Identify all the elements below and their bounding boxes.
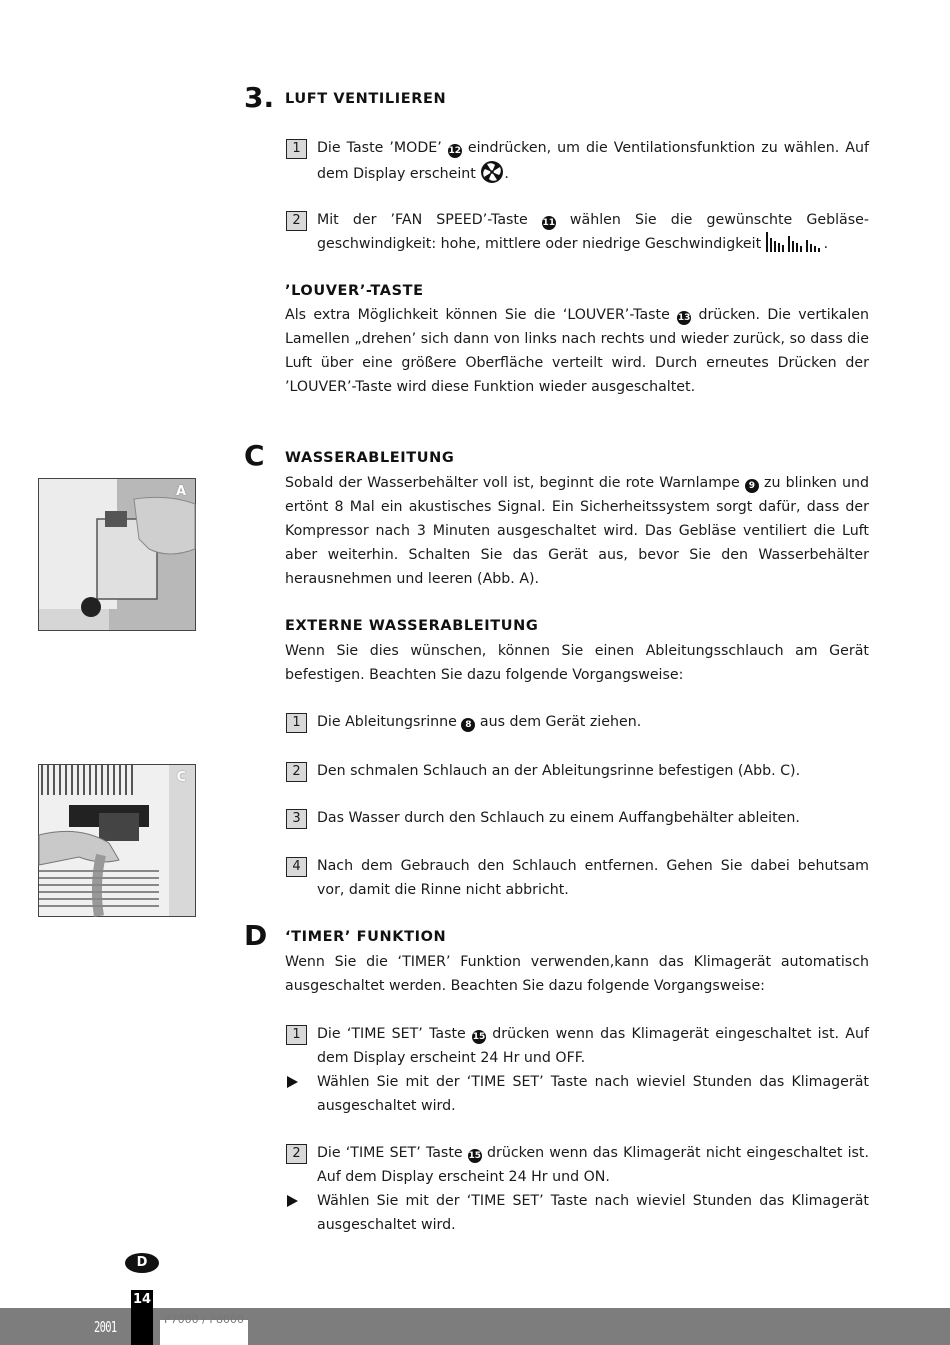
step-text: Das Wasser durch den Schlauch zu einem Auffangbehälter ableiten. <box>317 810 800 826</box>
drain-channel-ref-icon: 8 <box>461 718 475 732</box>
fan-icon <box>480 160 504 184</box>
step-number-box: 2 <box>286 762 307 782</box>
step-text: Mit der ’FAN SPEED’-Taste 11 wählen Sie die gewünschte Gebläse-geschwindigkeit: hohe, mittlere oder niedrige Geschwindigkeit . <box>317 212 869 252</box>
externe-wasserableitung-paragraph: Wenn Sie dies wünschen, können Sie einen Ableitungsschlauch am Gerät befestigen. Beachten Sie dazu folgende Vorgangsweise: <box>285 643 869 683</box>
step-number-box: 1 <box>286 139 307 159</box>
fan-speed-bars-icon <box>766 232 824 252</box>
bullet-text: Wählen Sie mit der ‘TIME SET’ Taste nach wieviel Stunden das Klimagerät ausgeschaltet wird. <box>317 1074 869 1114</box>
wasserableitung-paragraph: Sobald der Wasserbehälter voll ist, beginnt die rote Warnlampe 9 zu blinken und ertönt 8 Mal ein akustisches Signal. Ein Sicherheitssystem sorgt dafür, dass der Kompressor nach 3 Minuten ausgeschaltet wird. Das Gebläse ventiliert die Luft aber weiterhin. Schalten Sie das Gerät aus, bevor Sie den Wasserbehälter herausnehmen und leeren (Abb. A). <box>285 475 869 587</box>
figure-a-photo <box>38 478 196 631</box>
model-label: P7000 / P8000 <box>164 1313 244 1326</box>
fan-speed-button-ref-icon: 11 <box>542 218 556 228</box>
bullet-d-1 <box>287 1070 869 1118</box>
step-3-1 <box>286 136 869 186</box>
figure-c-photo <box>38 764 196 917</box>
drain-hose-illustration <box>39 765 195 916</box>
step-c-4 <box>286 854 869 902</box>
louver-paragraph: Als extra Möglichkeit können Sie die ‘LOUVER’-Taste 13 drücken. Die vertikalen Lamellen „drehen’ sich dann von links nach rechts und wieder zurück, so dass die Luft über eine größere Oberfläche verteilt wird. Durch erneutes Drücken der ’LOUVER’-Taste wird diese Funktion wieder ausgeschaltet. <box>285 307 870 395</box>
step-3-2 <box>286 208 869 256</box>
language-badge: D <box>125 1253 159 1273</box>
step-number-box: 4 <box>286 857 307 877</box>
section-heading-wasserableitung: WASSERABLEITUNG <box>285 450 455 466</box>
step-c-2 <box>286 759 869 783</box>
page-number: 14 <box>132 1292 152 1307</box>
louver-button-ref-icon: 13 <box>677 313 691 323</box>
bullet-arrow-icon <box>287 1195 298 1207</box>
mode-button-ref-icon: 12 <box>448 146 462 156</box>
section-heading-timer: ‘TIMER’ FUNKTION <box>285 929 447 945</box>
step-d-1 <box>286 1022 869 1070</box>
section-number-3: 3. <box>244 81 275 114</box>
step-number-box: 1 <box>286 1025 307 1045</box>
time-set-button-ref-icon: 15 <box>468 1151 482 1161</box>
warning-lamp-ref-icon: 9 <box>745 479 759 493</box>
step-number-box: 3 <box>286 809 307 829</box>
step-c-1 <box>286 710 869 734</box>
step-c-3 <box>286 806 869 830</box>
bullet-text: Wählen Sie mit der ‘TIME SET’ Taste nach wieviel Stunden das Klimagerät ausgeschaltet wird. <box>317 1193 869 1233</box>
step-number-box: 2 <box>286 1144 307 1164</box>
step-text: Die Ableitungsrinne 8 aus dem Gerät ziehen. <box>317 714 642 730</box>
model-label-box <box>160 1313 248 1345</box>
bullet-d-2 <box>287 1189 869 1237</box>
step-text: Nach dem Gebrauch den Schlauch entfernen. Gehen Sie dabei behutsam vor, damit die Rinne nicht abbricht. <box>317 858 869 898</box>
section-letter-d: D <box>244 919 268 952</box>
section-letter-c: C <box>244 439 265 472</box>
figure-a-label: A <box>175 484 186 499</box>
step-text: Die ‘TIME SET’ Taste 15 drücken wenn das Klimagerät eingeschaltet ist. Auf dem Display erscheint 24 Hr und OFF. <box>317 1026 869 1066</box>
step-text: Die Taste ’MODE’ 12 eindrücken, um die Ventilationsfunktion zu wählen. Auf dem Display erscheint . <box>317 140 869 182</box>
step-text: Den schmalen Schlauch an der Ableitungsrinne befestigen (Abb. C). <box>317 763 801 779</box>
figure-c-label: C <box>176 770 186 785</box>
step-d-2 <box>286 1141 869 1189</box>
water-tank-illustration <box>39 479 195 630</box>
footer-year: 2001 <box>94 1318 117 1336</box>
externe-wasserableitung-heading: EXTERNE WASSERABLEITUNG <box>285 618 539 634</box>
time-set-button-ref-icon: 15 <box>472 1032 486 1042</box>
louver-heading: ’LOUVER’-TASTE <box>285 283 424 299</box>
section-heading-luft-ventilieren: LUFT VENTILIEREN <box>285 91 447 107</box>
timer-paragraph: Wenn Sie die ‘TIMER’ Funktion verwenden,kann das Klimagerät automatisch ausgeschaltet werden. Beachten Sie dazu folgende Vorgangsweise: <box>285 954 869 994</box>
step-number-box: 2 <box>286 211 307 231</box>
step-number-box: 1 <box>286 713 307 733</box>
step-text: Die ‘TIME SET’ Taste 15 drücken wenn das Klimagerät nicht eingeschaltet ist. Auf dem Display erscheint 24 Hr und ON. <box>317 1145 869 1185</box>
bullet-arrow-icon <box>287 1076 298 1088</box>
